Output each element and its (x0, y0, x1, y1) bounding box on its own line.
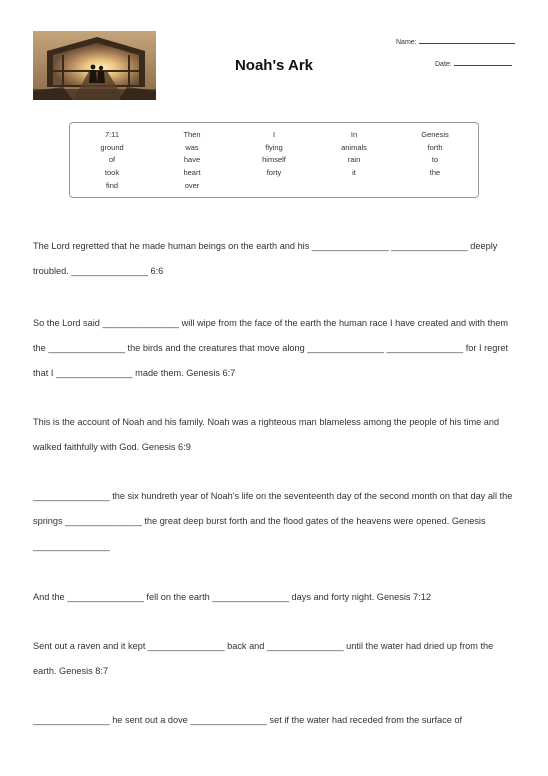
word-bank-word: Then (183, 130, 201, 139)
word-bank-word: forty (266, 168, 282, 178)
word-bank-column (319, 129, 389, 180)
word-bank-column (400, 129, 470, 180)
word-bank-word: animals (341, 142, 367, 152)
word-bank-word: himself (262, 155, 286, 165)
word-bank-word: Genesis (421, 130, 449, 139)
word-bank-word: find (105, 180, 119, 190)
passage-genesis-6-7: So the Lord said _______________ will wipe from the face of the earth the human race I have created and with them the _______________ the birds and the creatures that move along _______________ _______________ for I regret that I _______________ made them. Genesis 6:7 (33, 318, 509, 378)
word-bank-word: it (352, 168, 356, 178)
passage-genesis-7-12: And the _______________ fell on the earth _______________ days and forty night. Genesis 7:12 (33, 592, 431, 602)
word-bank-column (239, 129, 309, 180)
name-label: Name: (396, 39, 417, 46)
word-bank-word: over (184, 180, 200, 190)
word-bank-word: took (104, 168, 120, 178)
date-field[interactable] (435, 59, 512, 68)
word-bank (69, 122, 479, 198)
word-bank-word: 7:11 (104, 130, 120, 139)
word-bank-column (157, 129, 227, 192)
passage-genesis-8-8: _______________ he sent out a dove _______________ set if the water had receded from the surface of (33, 715, 463, 725)
name-input-line[interactable] (419, 37, 515, 44)
word-bank-word: I (272, 130, 276, 139)
word-bank-word: rain (347, 155, 361, 165)
word-bank-word: In (350, 130, 358, 139)
name-field[interactable] (396, 37, 515, 46)
passage-genesis-6-9: This is the account of Noah and his family. Noah was a righteous man blameless among the people of his time and walked faithfully with God. Genesis 6:9 (33, 417, 500, 452)
word-bank-word: to (431, 155, 439, 165)
word-bank-word: ground (100, 142, 124, 152)
date-label: Date: (435, 61, 452, 68)
passage-genesis-6-6: The Lord regretted that he made human beings on the earth and his _______________ _______________ deeply troubled. _______________ 6:6 (33, 241, 498, 276)
word-bank-word: forth (427, 142, 443, 152)
word-bank-word: the (429, 168, 441, 178)
word-bank-word: have (183, 155, 201, 165)
word-bank-word: flying (265, 142, 283, 152)
worksheet-title: Noah's Ark (234, 57, 314, 74)
date-input-line[interactable] (454, 59, 512, 66)
word-bank-word: of (108, 155, 116, 165)
word-bank-word: was (185, 142, 199, 152)
word-bank-column (77, 129, 147, 192)
passage-genesis-8-7: Sent out a raven and it kept _______________ back and _______________ until the water had dried up from the earth. Genesis 8:7 (33, 641, 494, 676)
word-bank-word: heart (183, 168, 201, 178)
passage-genesis-7-11: _______________ the six hundreth year of Noah's life on the seventeenth day of the second month on that day all the springs _______________ the great deep burst forth and the flood gates of the heavens were opened. Genesis _______________ (33, 491, 513, 551)
